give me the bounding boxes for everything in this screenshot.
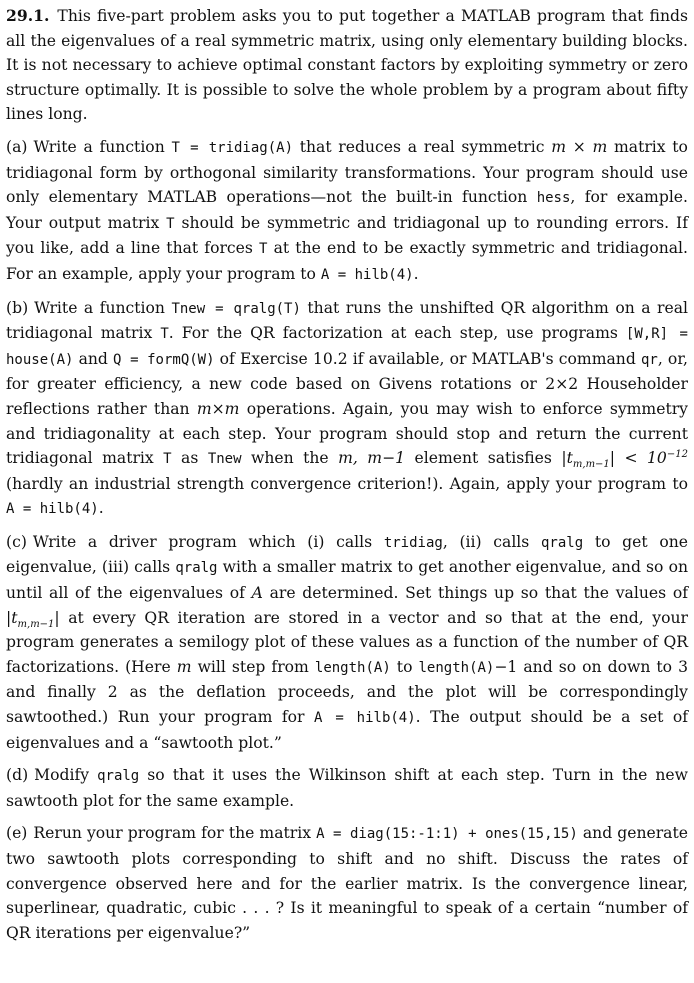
part-a-text: Write a function bbox=[33, 137, 165, 156]
code-qralg: qralg bbox=[97, 768, 140, 785]
part-c-text: will step from bbox=[197, 657, 309, 676]
part-e-text: Rerun your program for the matrix bbox=[33, 824, 312, 843]
math-m: m bbox=[176, 657, 192, 676]
part-e bbox=[6, 821, 688, 945]
part-b-text: that runs the unshifted QR algorithm on a real tridiagonal matrix bbox=[6, 298, 688, 343]
part-c-text: at every QR iteration are stored in a vector and so that at the end, your program generates a semilogy plot of these values as a function of the number of QR factorizations. (Here bbox=[6, 608, 688, 676]
part-b-text: element satisfies bbox=[414, 449, 552, 468]
part-c-label: (c) bbox=[6, 532, 27, 551]
problem-intro bbox=[6, 4, 688, 127]
math-abs-open: |t bbox=[6, 608, 18, 627]
part-b-text: operations. Again, you may wish to enforce symmetry and tridiagonality at each step. Your program should stop and return the current tridiagonal matrix bbox=[6, 399, 688, 468]
problem-number: 29.1. bbox=[6, 6, 50, 25]
code-qralg: qralg bbox=[175, 560, 218, 577]
part-d bbox=[6, 763, 688, 813]
part-c-text: Write a driver program which (i) calls bbox=[32, 532, 373, 551]
part-b-text: as bbox=[181, 449, 199, 468]
code-qralg: qralg bbox=[540, 534, 584, 551]
part-d-text: so that it uses the Wilkinson shift at each step. Turn in the new sawtooth plot for the same example. bbox=[6, 766, 688, 810]
math-abs-t bbox=[6, 608, 60, 630]
code-qralg-call: Tnew = qralg(T) bbox=[171, 300, 301, 317]
part-c-text: to bbox=[396, 657, 413, 676]
code-length-A: length(A) bbox=[314, 659, 391, 676]
part-c-text: , (ii) calls bbox=[442, 532, 530, 551]
part-b-text: . For the QR factorization at each step, use programs bbox=[168, 324, 618, 343]
part-d-text: Modify bbox=[34, 766, 90, 785]
part-c-text: to get one eigenvalue, (iii) calls bbox=[6, 532, 688, 577]
math-subscript: m,m−1 bbox=[17, 618, 55, 630]
part-c-text: are determined. Set things up so that the values of bbox=[269, 584, 688, 603]
part-a bbox=[6, 135, 688, 288]
math-subscript: m,m−1 bbox=[572, 459, 610, 471]
part-c-text: . The output should be a set of eigenvalues and a “sawtooth plot.” bbox=[6, 708, 689, 752]
code-hilb4: A = hilb(4) bbox=[320, 266, 414, 283]
part-a-text: , for example. Your output matrix bbox=[6, 188, 688, 232]
part-b-text: Householder reflections rather than bbox=[6, 375, 688, 418]
code-diag-matrix: A = diag(15:-1:1) + ones(15,15) bbox=[316, 826, 578, 843]
math-2x2: 2×2 bbox=[545, 375, 579, 394]
part-a-text: . bbox=[413, 264, 419, 283]
part-b-text: (hardly an industrial strength convergence criterion!). Again, apply your program to bbox=[6, 474, 688, 493]
code-tridiag: tridiag bbox=[383, 534, 443, 551]
part-b-label: (b) bbox=[6, 298, 29, 317]
code-house: [W,R] = house(A) bbox=[6, 326, 688, 368]
part-b-text: when the bbox=[250, 449, 329, 468]
intro-text: This five-part problem asks you to put together a MATLAB program that finds all the eigenvalues of a real symmetric matrix, using only elementary building blocks. It is not necessary to achieve optimal constant factors by exploiting symmetry or zero structure optimally. It is possible to solve the whole problem by a program about fifty lines long. bbox=[6, 7, 688, 124]
part-b-text: . bbox=[98, 499, 104, 518]
code-hess: hess bbox=[536, 190, 571, 207]
part-b-text: and bbox=[78, 349, 108, 368]
math-abs-close: | < 10 bbox=[609, 449, 667, 468]
part-c-text: with a smaller matrix to get another eigenvalue, and so on until all of the eigenvalues of bbox=[6, 558, 689, 603]
math-m-m-1: m, m−1 bbox=[338, 449, 406, 468]
part-b-text: of Exercise 10.2 if available, or MATLAB's command bbox=[219, 349, 636, 368]
part-a-text: should be symmetric and tridiagonal up to rounding errors. If you like, add a line that forces bbox=[6, 213, 688, 258]
code-hilb4: A = hilb(4) bbox=[6, 501, 99, 518]
code-qr: qr bbox=[640, 351, 658, 368]
math-m-by-m: m × m bbox=[551, 137, 608, 156]
part-a-text: at the end to be exactly symmetric and tridiagonal. For an example, apply your program to bbox=[6, 239, 688, 283]
part-a-text: that reduces a real symmetric bbox=[299, 137, 545, 156]
part-e-text: and generate two sawtooth plots corresponding to shift and no shift. Discuss the rates of convergence observed here and for the earlier matrix. Is the convergence linear, superlinear, quadratic, cubic . . . ? Is it meaningful to speak of a certain “number of QR iterations per eigenvalue?” bbox=[6, 824, 688, 942]
code-T: T bbox=[160, 326, 169, 343]
part-c bbox=[6, 530, 688, 755]
code-Tnew: Tnew bbox=[207, 451, 242, 468]
math-convergence-criterion bbox=[561, 448, 688, 471]
code-T: T bbox=[259, 241, 268, 258]
part-b bbox=[6, 296, 688, 522]
part-b-text: , or, for greater efficiency, a new code based on Givens rotations or bbox=[6, 349, 689, 394]
part-a-label: (a) bbox=[6, 137, 28, 156]
code-T: T bbox=[166, 215, 175, 232]
math-abs-close: | bbox=[54, 608, 60, 627]
math-exponent: −12 bbox=[666, 448, 688, 460]
code-formQ: Q = formQ(W) bbox=[113, 351, 215, 368]
math-m-by-m: m×m bbox=[196, 399, 240, 418]
code-length-A: length(A) bbox=[418, 659, 495, 676]
part-b-text: Write a function bbox=[34, 298, 165, 317]
math-abs-open: |t bbox=[561, 449, 573, 468]
part-e-label: (e) bbox=[6, 824, 28, 843]
code-tridiag-call: T = tridiag(A) bbox=[171, 139, 293, 156]
math-A: A bbox=[251, 584, 263, 603]
part-d-label: (d) bbox=[6, 766, 29, 785]
part-c-text: −1 and so on down to 3 and finally 2 as the deflation proceeds, and the plot will be correspondingly sawtoothed.) Run your program for bbox=[6, 657, 689, 727]
part-a-text: matrix to tridiagonal form by orthogonal similarity transformations. Your program should use only elementary MATLAB operations—not the built-in function bbox=[6, 137, 688, 207]
code-hilb4: A = hilb(4) bbox=[313, 710, 416, 727]
code-T: T bbox=[163, 451, 172, 468]
